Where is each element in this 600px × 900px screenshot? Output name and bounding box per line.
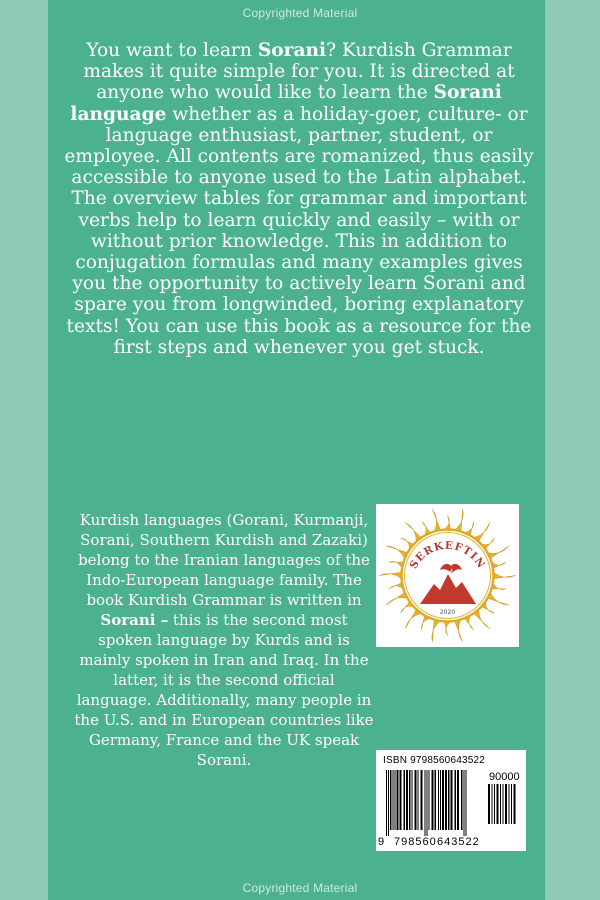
isbn-barcode	[376, 750, 526, 851]
barcode-bar	[455, 770, 457, 830]
barcode-bar	[421, 770, 423, 830]
barcode-bar	[432, 770, 434, 830]
sun-ray	[432, 509, 440, 531]
barcode-digit-group-1: 798560	[394, 836, 437, 848]
barcode-bar	[466, 770, 467, 836]
copyright-watermark-bottom: Copyrighted Material	[242, 881, 358, 895]
barcode-bar	[461, 770, 463, 830]
copyright-watermark-top: Copyrighted Material	[242, 6, 358, 20]
barcode-bar	[418, 770, 419, 830]
sun-ray	[380, 572, 402, 578]
blurb-paragraph-2: The overview tables for grammar and important verbs help to learn quickly and easily – with or without prior knowledge. This in addition to conjugation formulas and many examples gives you the opportunity to actively learn Sorani and spare you from longwinded, boring explanatory texts! You can use this book as a resource for the first steps and whenever you get stuck.	[66, 188, 532, 358]
barcode-bar	[390, 770, 392, 830]
barcode-bar	[451, 770, 453, 830]
barcode-bar	[445, 770, 447, 830]
barcode-bar	[435, 770, 437, 830]
price-barcode-bar	[497, 784, 499, 824]
barcode-bar	[442, 770, 444, 830]
barcode-digit-group-2: 643522	[437, 836, 480, 848]
sun-ray	[432, 620, 441, 642]
barcode-bar	[464, 770, 465, 836]
barcode-bar	[400, 770, 402, 830]
publisher-logo	[376, 504, 519, 647]
about-sorani-text: Kurdish languages (Gorani, Kurmanji, Sorani, Southern Kurdish and Zazaki) belong to the Iranian languages of the Indo-European language family. The book Kurdish Grammar is written in Sorani – this is the second most spoken language by Kurds and is mainly spoken in Iran and Iraq. In the latter, it is the second official language. Additionally, many people in the U.S. and in European countries like Germany, France and the UK speak Sorani.	[74, 511, 374, 769]
barcode-bar	[388, 770, 389, 836]
barcode-bar	[438, 770, 439, 830]
barcode-bar	[415, 770, 417, 830]
barcode-bar	[440, 770, 441, 830]
barcode-bar	[427, 770, 428, 836]
logo-name: SERKEFTIN	[407, 539, 488, 572]
isbn-label: ISBN 9798560643522	[383, 755, 486, 766]
sun-ray	[493, 572, 515, 578]
blurb-paragraph-1: You want to learn Sorani? Kurdish Grammar makes it quite simple for you. It is directed at anyone who would like to learn the Sorani language whether as a holiday-goer, culture- or language enthusiast, partner, student, or employee. All contents are romanized, thus easily accessible to anyone used to the Latin alphabet.	[64, 40, 534, 189]
barcode-bar	[406, 770, 408, 830]
barcode-bar	[395, 770, 396, 830]
price-barcode-bar	[500, 784, 501, 824]
barcode-bar	[429, 770, 430, 830]
barcode-bar	[386, 770, 387, 836]
sun-ray	[455, 509, 464, 531]
sun-emblem-icon	[376, 504, 519, 647]
price-barcode-bar	[488, 784, 490, 824]
barcode-bar	[393, 770, 394, 830]
barcode-bar	[397, 770, 399, 830]
barcode-bar	[412, 770, 413, 830]
price-barcode-bar	[503, 784, 504, 824]
blurb	[60, 40, 538, 358]
price-barcode-bar	[492, 784, 493, 824]
price-barcode-bar	[505, 784, 507, 824]
barcode-bar	[404, 770, 406, 830]
barcode-bar	[409, 770, 411, 830]
sun-ray	[455, 620, 463, 642]
sun-ray	[444, 516, 450, 530]
price-barcode-bar	[509, 784, 510, 824]
sun-ray	[444, 621, 450, 635]
price-barcode-bar	[514, 784, 516, 824]
price-code: 90000	[489, 771, 520, 783]
barcode-digit-first: 9	[378, 836, 385, 848]
barcode-bar	[448, 770, 450, 830]
logo-year: 2020	[439, 609, 456, 616]
barcode-bar	[457, 770, 459, 830]
price-barcode-bar	[511, 784, 512, 824]
price-barcode-bar	[494, 784, 495, 824]
barcode-bar	[425, 770, 426, 836]
